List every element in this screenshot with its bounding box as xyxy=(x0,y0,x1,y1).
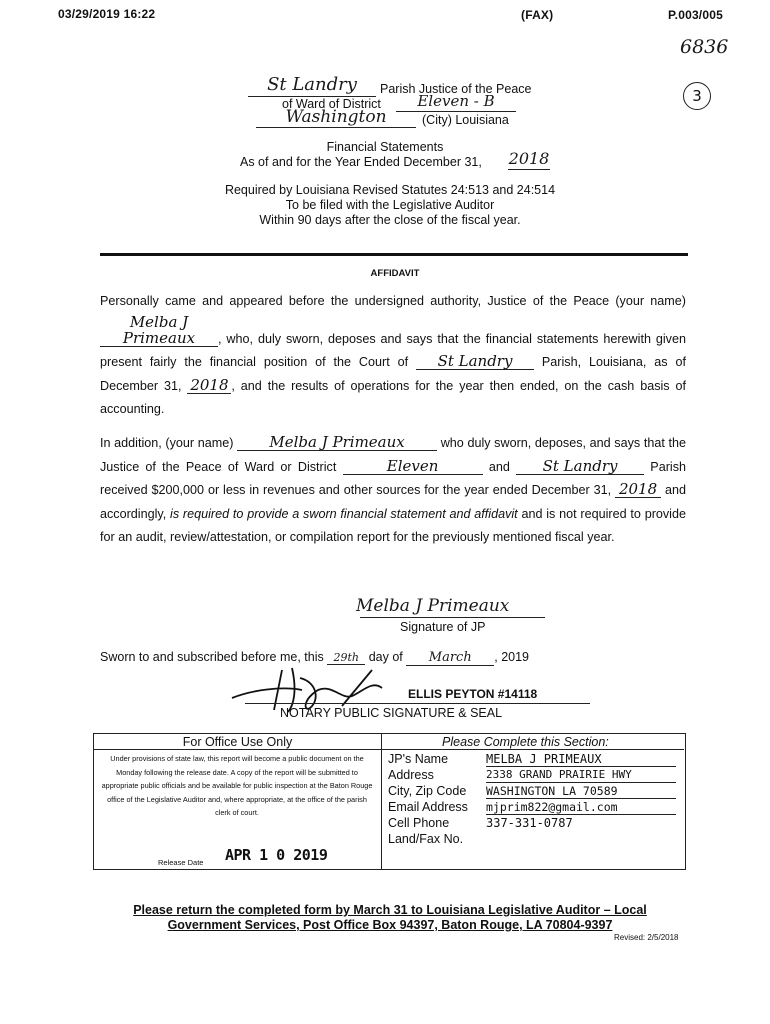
notary-label: NOTARY PUBLIC SIGNATURE & SEAL xyxy=(280,706,503,720)
notary-line xyxy=(245,703,590,704)
notary-stamp: ELLIS PEYTON #14118 xyxy=(408,687,538,701)
city-zip-label: City, Zip Code xyxy=(388,784,467,798)
cell-phone-value: 337-331-0787 xyxy=(486,816,573,830)
affidavit-paragraph-1 xyxy=(100,290,686,422)
jp-info-row-city xyxy=(388,783,676,799)
p2-text-f: and is not required to provide for an audit, review/attestation, or compilation report for the previously mentioned fiscal year. xyxy=(100,506,686,544)
office-use-title: For Office Use Only xyxy=(182,735,293,749)
release-date-stamp: APR 1 0 2019 xyxy=(225,846,328,864)
city-label: (City) Louisiana xyxy=(422,113,509,127)
sworn-text-a: Sworn to and subscribed before me, this xyxy=(100,650,324,664)
affidavit-title: AFFIDAVIT xyxy=(370,268,420,279)
p1-text-a: Personally came and appeared before the undersigned authority, Justice of the Peace (your name) xyxy=(100,294,686,308)
revised-date: Revised: 2/5/2018 xyxy=(614,933,679,942)
p2-italic-text: is required to provide a sworn financial statement and affidavit xyxy=(170,506,518,521)
jp-signature: Melba J Primeaux xyxy=(356,596,510,616)
email-label: Email Address xyxy=(388,800,468,814)
p2-jp-name: Melba J Primeaux xyxy=(237,434,437,451)
affidavit-paragraph-2 xyxy=(100,432,686,550)
release-date-label: Release Date xyxy=(158,858,204,867)
p2-year: 2018 xyxy=(615,481,661,498)
fax-datetime: 03/29/2019 16:22 xyxy=(58,7,156,21)
handwritten-number: 6836 xyxy=(680,36,729,58)
p1-jp-name: Melba J Primeaux xyxy=(100,314,218,347)
section-divider xyxy=(100,253,688,256)
jp-info-row-address xyxy=(388,767,676,783)
p1-year: 2018 xyxy=(187,377,231,394)
jp-name-value: MELBA J PRIMEAUX xyxy=(486,751,676,767)
ward-label: of Ward of District xyxy=(282,97,381,111)
return-instruction-1: Please return the completed form by March 31 to Louisiana Legislative Auditor – Local xyxy=(133,903,647,917)
box-divider xyxy=(381,733,382,869)
sworn-day: 29th xyxy=(327,651,365,665)
land-fax-label: Land/Fax No. xyxy=(388,832,464,846)
parish-value: St Landry xyxy=(248,74,376,97)
requirement-line-2: To be filed with the Legislative Auditor xyxy=(285,198,495,212)
sworn-month: March xyxy=(406,650,494,666)
sworn-year: , 2019 xyxy=(494,650,530,664)
city-zip-value: WASHINGTON LA 70589 xyxy=(486,783,676,799)
jp-info-row-landfax xyxy=(388,831,676,847)
jp-name-label: JP's Name xyxy=(388,752,449,766)
statement-year: 2018 xyxy=(508,149,550,168)
sworn-text-b: day of xyxy=(368,650,403,664)
address-label: Address xyxy=(388,768,434,782)
statement-subtitle: As of and for the Year Ended December 31, xyxy=(240,155,482,169)
p2-parish: St Landry xyxy=(516,458,644,475)
cell-phone-label: Cell Phone xyxy=(388,816,450,830)
requirement-line-1: Required by Louisiana Revised Statutes 24:513 and 24:514 xyxy=(224,183,556,197)
land-fax-value xyxy=(486,831,616,847)
jp-info-list xyxy=(388,751,676,847)
p2-text-d: Parish received $200,000 or less in revenues and other sources for the year ended December 31, xyxy=(100,459,686,497)
signature-label: Signature of JP xyxy=(400,620,486,634)
return-instruction-2: Government Services, Post Office Box 94397, Baton Rouge, LA 70804-9397 xyxy=(167,918,613,932)
address-value: 2338 GRAND PRAIRIE HWY xyxy=(486,767,676,783)
signature-line xyxy=(360,617,545,618)
p2-text-c: and xyxy=(488,459,510,474)
p1-text-b: , who, duly sworn, deposes and says that the financial statements herewith given present fairly the financial position of the Court of xyxy=(100,331,686,369)
circled-number: 3 xyxy=(683,82,711,110)
p1-text-d: , and the results of operations for the year then ended, on the cash basis of accounting. xyxy=(100,378,686,416)
p2-text-b: who duly sworn, deposes, and says that the Justice of the Peace of Ward or District xyxy=(100,436,686,474)
requirement-line-3: Within 90 days after the close of the fiscal year. xyxy=(259,213,521,227)
jp-info-row-name xyxy=(388,751,676,767)
statement-title: Financial Statements xyxy=(326,140,444,154)
fax-label: (FAX) xyxy=(521,8,554,22)
fax-page: P.003/005 xyxy=(668,8,723,22)
ward-value: Eleven - B xyxy=(396,92,516,112)
p1-parish: St Landry xyxy=(416,353,534,370)
jp-info-row-email xyxy=(388,799,676,815)
box-title-divider xyxy=(93,749,684,750)
p2-text-e: and accordingly, xyxy=(100,483,686,521)
parish-label: Parish Justice of the Peace xyxy=(380,82,532,96)
email-value: mjprim822@gmail.com xyxy=(486,799,676,815)
jp-info-row-phone xyxy=(388,815,676,831)
p2-ward: Eleven xyxy=(343,458,483,475)
complete-section-title: Please Complete this Section: xyxy=(442,735,609,749)
p1-text-c: Parish, Louisiana, as of December 31, xyxy=(100,355,686,393)
city-value: Washington xyxy=(256,107,416,128)
p2-text-a: In addition, (your name) xyxy=(100,436,234,450)
office-use-text: Under provisions of state law, this report will become a public document on the Monday following the release date. A copy of the report will be submitted to appropriate public officials and be available for public inspection at the Baton Rouge office of the Legislative Auditor and, where appropriate, at the office of the parish clerk of court. xyxy=(101,754,373,817)
